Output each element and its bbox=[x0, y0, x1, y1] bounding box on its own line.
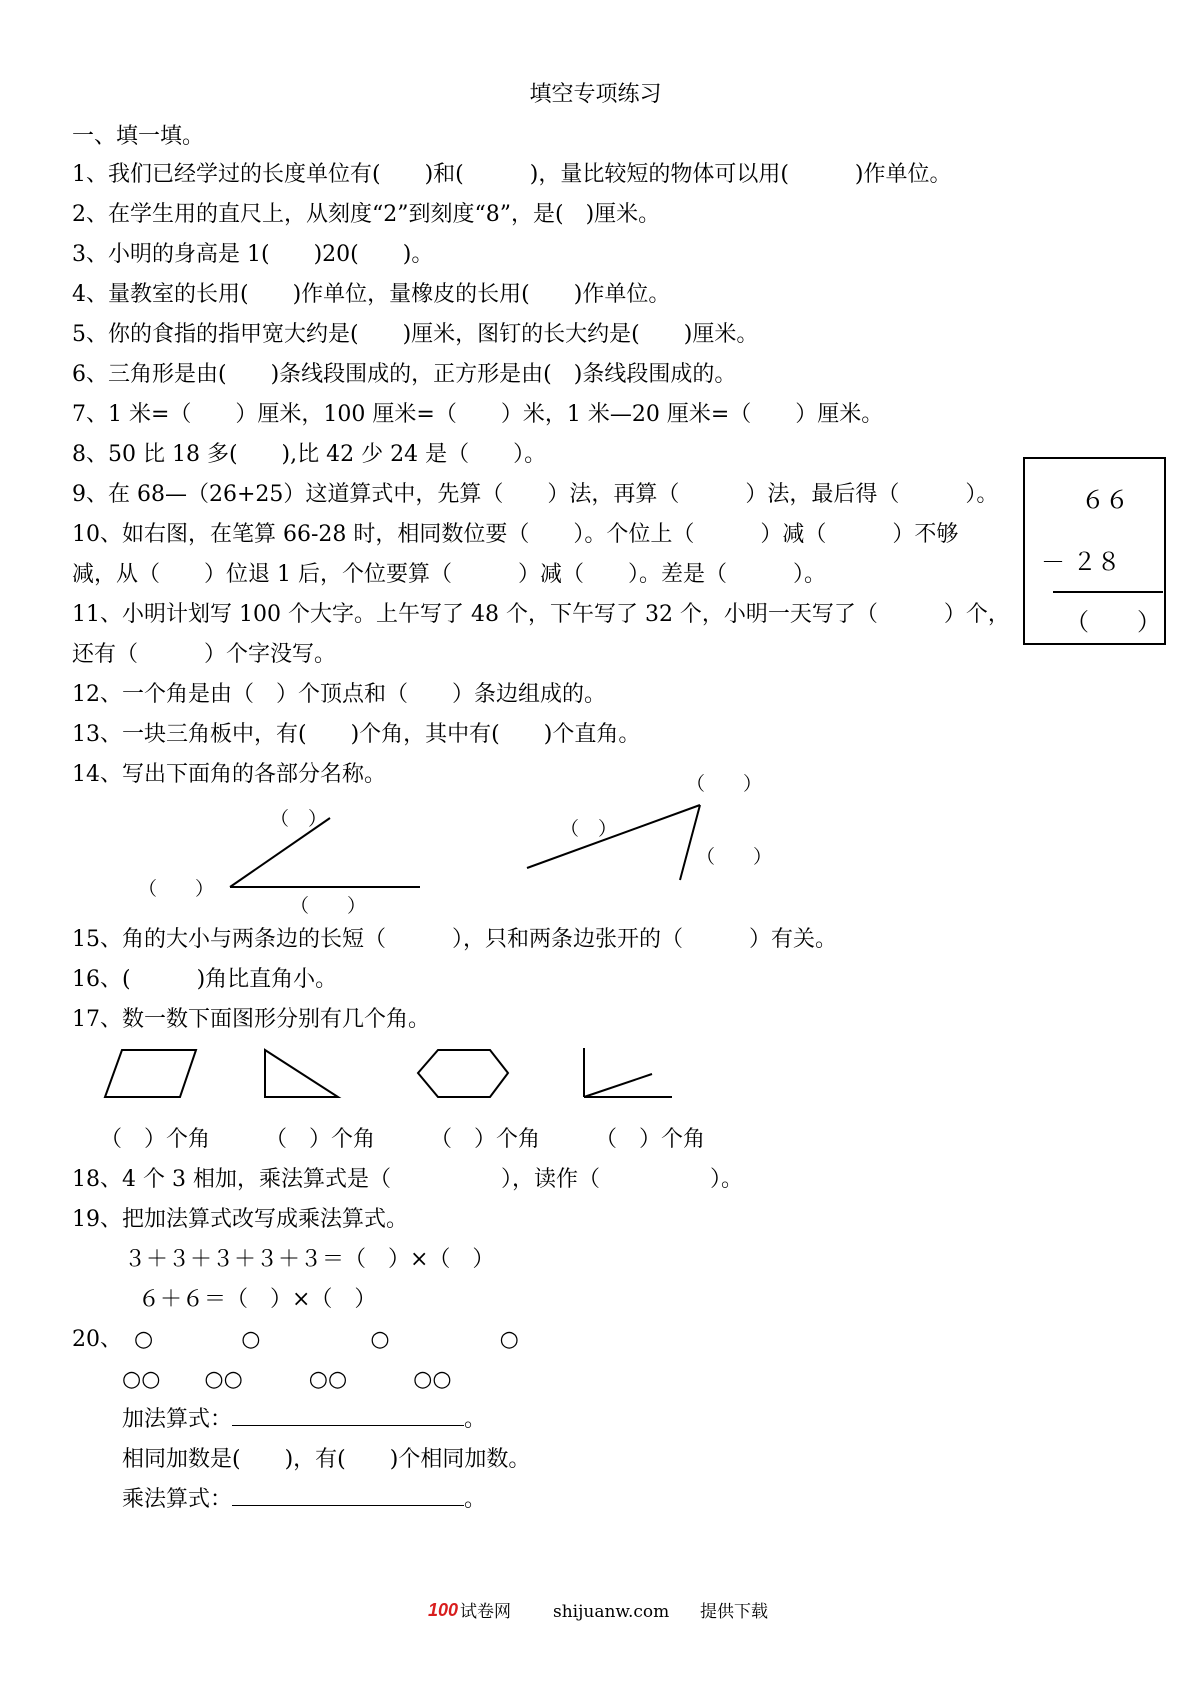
right-triangle-shape bbox=[265, 1050, 338, 1097]
question-12: 12、一个角是由（ ）个顶点和（ ）条边组成的。 bbox=[72, 682, 606, 707]
right-angle-vertex-label: （ ） bbox=[560, 818, 618, 840]
right-angle-side-label-lower: （ ） bbox=[696, 846, 773, 868]
multiplication-blank[interactable] bbox=[232, 1485, 464, 1506]
question-20-addition: 加法算式： 。 bbox=[122, 1407, 487, 1432]
question-20-circles-row-1: ○ ○ ○ ○ bbox=[134, 1327, 519, 1352]
footer-note: 提供下载 bbox=[700, 1602, 768, 1622]
question-17: 17、数一数下面图形分别有几个角。 bbox=[72, 1007, 430, 1032]
section-heading: 一、填一填。 bbox=[72, 124, 205, 149]
question-19-expression-2: ６＋６＝（ ）×（ ） bbox=[138, 1287, 377, 1312]
question-5: 5、你的食指的指甲宽大约是( )厘米，图钉的长大约是( )厘米。 bbox=[72, 322, 759, 347]
question-19-expression-1: ３＋３＋３＋３＋３＝（ ）×（ ） bbox=[124, 1247, 495, 1272]
question-4: 4、量教室的长用( )作单位，量橡皮的长用( )作单位。 bbox=[72, 282, 671, 307]
angle-shape-slanted bbox=[584, 1074, 652, 1097]
minuend: ６６ bbox=[1081, 486, 1129, 514]
question-7: 7、1 米=（ ）厘米，100 厘米=（ ）米，1 米—20 厘米=（ ）厘米。 bbox=[72, 402, 884, 427]
question-10-line-1: 10、如右图，在笔算 66-28 时，相同数位要（ ）。个位上（ ）减（ ）不够 bbox=[72, 522, 959, 547]
question-2: 2、在学生用的直尺上，从刻度“2”到刻度“8”，是( )厘米。 bbox=[72, 202, 661, 227]
question-20-label: 20、 bbox=[72, 1327, 122, 1352]
left-angle-side-label-upper: （ ） bbox=[270, 808, 328, 830]
question-18: 18、4 个 3 相加，乘法算式是（ ），读作（ ）。 bbox=[72, 1167, 743, 1192]
question-15: 15、角的大小与两条边的长短（ ），只和两条边张开的（ ）有关。 bbox=[72, 927, 837, 952]
question-1: 1、我们已经学过的长度单位有( )和( )，量比较短的物体可以用( )作单位。 bbox=[72, 162, 952, 187]
question-20-same-addend: 相同加数是( )，有( )个相同加数。 bbox=[122, 1447, 531, 1472]
left-angle-side-label-lower: （ ） bbox=[290, 895, 367, 917]
question-13: 13、一块三角板中，有( )个角，其中有( )个直角。 bbox=[72, 722, 641, 747]
question-10-line-2: 减，从（ ）位退 1 后，个位要算（ ）减（ ）。差是（ ）。 bbox=[72, 562, 826, 587]
question-19: 19、把加法算式改写成乘法算式。 bbox=[72, 1207, 408, 1232]
question-14: 14、写出下面角的各部分名称。 bbox=[72, 762, 386, 787]
footer-site-name: 试卷网 bbox=[460, 1602, 511, 1622]
question-20-circles-row-2: ○○ ○○ ○○ ○○ bbox=[122, 1367, 452, 1392]
addition-blank[interactable] bbox=[232, 1405, 464, 1426]
difference-answer: （ ） bbox=[1065, 608, 1161, 636]
page-title: 填空专项练习 bbox=[529, 82, 662, 107]
hexagon-shape bbox=[418, 1050, 508, 1097]
question-9: 9、在 68—（26+25）这道算式中，先算（ ）法，再算（ ）法，最后得（ ）。 bbox=[72, 482, 999, 507]
question-17-answers: （ ）个角 （ ）个角 （ ）个角 （ ）个角 bbox=[100, 1127, 706, 1152]
question-16: 16、( )角比直角小。 bbox=[72, 967, 338, 992]
question-11-line-2: 还有（ ）个字没写。 bbox=[72, 642, 337, 667]
subtrahend: － ２８ bbox=[1041, 548, 1121, 576]
left-angle-vertex-label: （ ） bbox=[138, 878, 215, 900]
question-8: 8、50 比 18 多( ),比 42 少 24 是（ ）。 bbox=[72, 442, 547, 467]
parallelogram-shape bbox=[105, 1050, 196, 1097]
right-angle-side-label-upper: （ ） bbox=[686, 773, 763, 795]
question-20-multiplication: 乘法算式： 。 bbox=[122, 1487, 487, 1512]
question-6: 6、三角形是由( )条线段围成的，正方形是由( )条线段围成的。 bbox=[72, 362, 737, 387]
question-3: 3、小明的身高是 1( )20( )。 bbox=[72, 242, 434, 267]
question-11-line-1: 11、小明计划写 100 个大字。上午写了 48 个，下午写了 32 个，小明一天写了（ ）个， bbox=[72, 602, 1010, 627]
logo-100: 100 bbox=[428, 1600, 459, 1620]
footer-url[interactable]: shijuanw.com bbox=[553, 1602, 670, 1622]
